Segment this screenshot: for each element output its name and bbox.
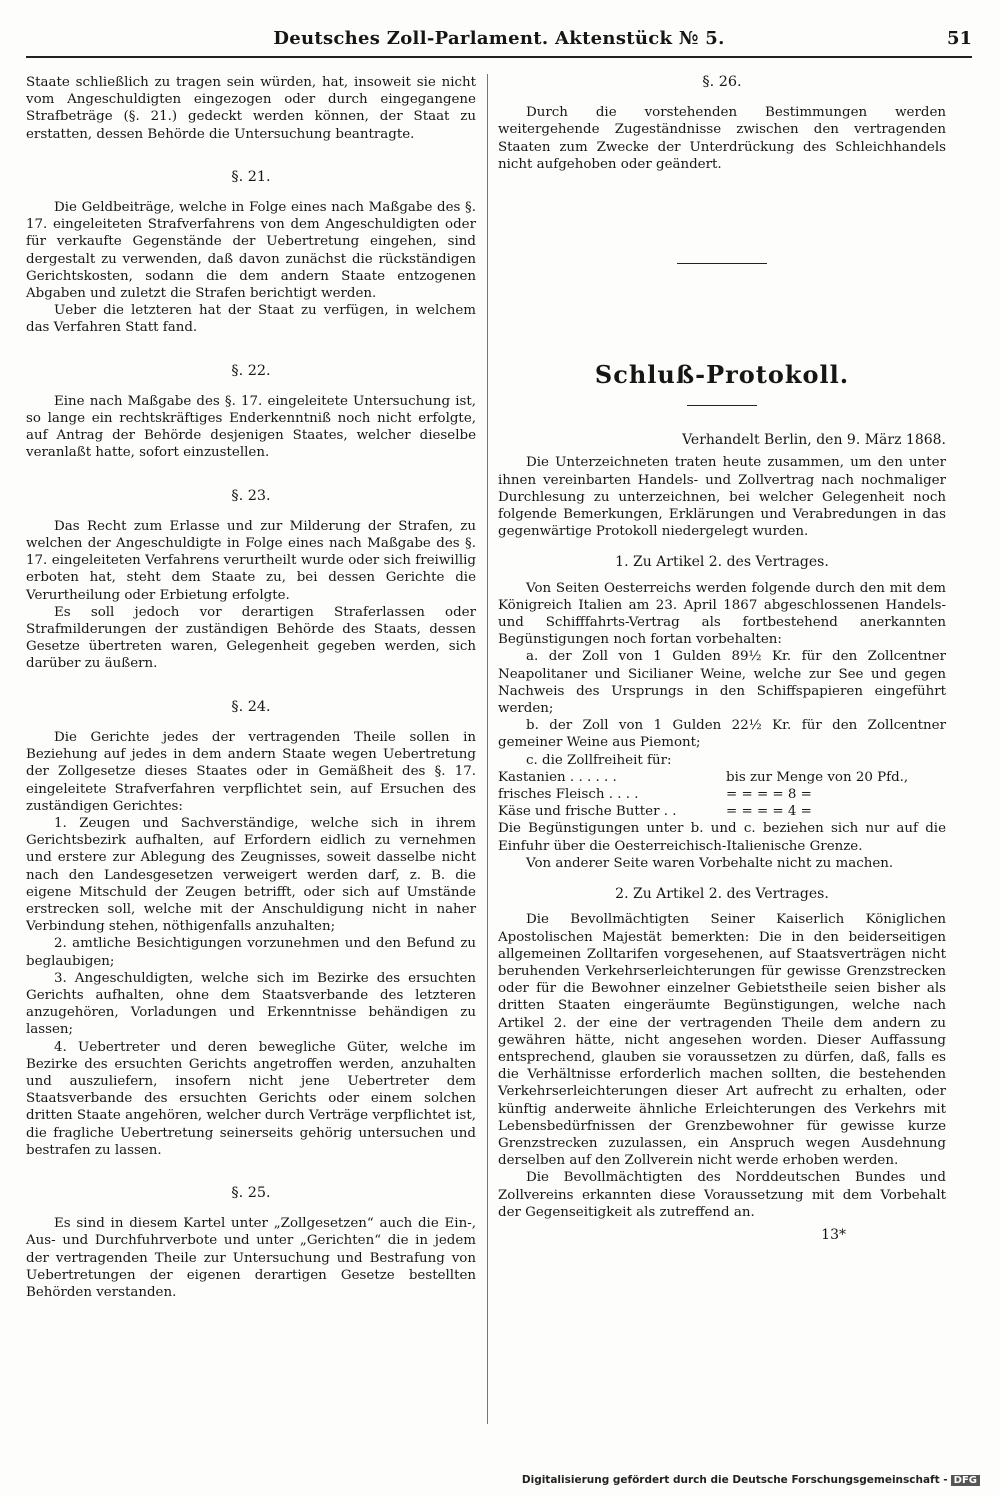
section-heading-21: §. 21. — [231, 168, 271, 185]
paragraph: Die Unterzeichneten traten heute zusammen, um den unter ihnen vereinbarten Handels- und Zollvertrag nach nochmaliger Durchlesung zu unterzeichnen, bei welcher Gelegenheit noch folgende Bemerkungen, Erklärungen und Verabredungen in das gegenwärtige Protokoll niedergelegt wurden. — [498, 455, 946, 540]
exemption-item: Kastanien . . . . . . — [498, 769, 617, 785]
exemption-row — [498, 769, 946, 786]
paragraph: Staate schließlich zu tragen sein würden, hat, insoweit sie nicht vom Angeschuldigten eingezogen oder durch eingegangene Strafbeträge (§. 21.) gedeckt werden können, der Staat zu erstatten, dessen Behörde die Untersuchung beantragte. — [26, 75, 476, 142]
paragraph: Von anderer Seite waren Vorbehalte nicht zu machen. — [526, 855, 894, 871]
separator-rule — [687, 405, 757, 406]
separator-rule — [677, 263, 767, 264]
paragraph: Durch die vorstehenden Bestimmungen werden weitergehende Zugeständnisse zwischen den vertragenden Staaten zum Zwecke der Unterdrückung des Schleichhandels nicht aufgehoben oder geändert. — [498, 105, 946, 172]
section-heading-22: §. 22. — [231, 362, 271, 379]
section-heading-23: §. 23. — [231, 487, 271, 504]
list-item: b. der Zoll von 1 Gulden 22½ Kr. für den Zollcentner gemeiner Weine aus Piemont; — [498, 718, 946, 751]
list-item: c. die Zollfreiheit für: — [526, 752, 672, 768]
list-item: 3. Angeschuldigten, welche sich im Bezirke des ersuchten Gerichts aufhalten, ohne dem Staatsverbande des letzteren anzugehören, Vorladungen und Erkenntnisse behändigen zu lassen; — [26, 970, 476, 1038]
paragraph: Die Bevollmächtigten Seiner Kaiserlich Königlichen Apostolischen Majestät bemerkten: Die in den beiderseitigen allgemeinen Zolltarifen vorgesehenen, auf Staatsverträgen nicht beruhenden Verkehrserleichterungen für gewisse Grenzstrecken oder für die Bewohner einzelner Gebietstheile seien bisher als dritten Staaten eingeräumte Begünstigungen, welche nach Artikel 2. der eine der vertragenden Theile dem andern zu gewähren hätte, nicht angesehen worden. Dieser Auffassung entsprechend, glauben sie voraussetzen zu dürfen, daß, falls es die Verhältnisse erforderlich machen sollten, die bestehenden Verkehrserleichterungen dieser Art aufrecht zu erhalten, oder künftig anderweite ähnliche Erleichterungen des Verkehrs mit Lebensbedürfnissen der Grenzbewohner für gewisse kurze Grenzstrecken zuzulassen, ein Anspruch wegen Ausdehnung derselben auf den Zollverein nicht werde erhoben werden. — [498, 912, 946, 1169]
exemption-row — [498, 786, 946, 803]
footer-text: Digitalisierung gefördert durch die Deutsche Forschungsgemeinschaft - — [521, 1474, 948, 1486]
right-column — [498, 74, 946, 1244]
list-item: 2. amtliche Besichtigungen vorzunehmen und den Befund zu beglaubigen; — [26, 936, 476, 969]
list-item: 1. Zeugen und Sachverständige, welche sich in ihrem Gerichtsbezirk aufhalten, auf Erfordern eidlich zu vernehmen und erstere zur Ablegung des Zeugnisses, soweit dasselbe nicht nach den Landesgesetzen verweigert werden darf, z. B. die eigene Mitschuld der Zeugen betrifft, oder sich auf Umstände erstrecken soll, welche mit der Anschuldigung nicht in naher Verbindung stehen, nöthigenfalls anzuhalten; — [26, 815, 476, 935]
section-heading-26: §. 26. — [702, 74, 742, 90]
paragraph: Die Bevollmächtigten des Norddeutschen Bundes und Zollvereins erkannten diese Voraussetzung mit dem Vorbehalt der Gegenseitigkeit als zutreffend an. — [498, 1170, 946, 1220]
signature-mark: 13* — [821, 1226, 846, 1243]
exemption-item: Käse und frische Butter . . — [498, 804, 677, 820]
running-title: Deutsches Zoll-Parlament. Aktenstück № 5. — [273, 28, 725, 49]
exemption-limit: = = = = 8 = — [726, 787, 812, 803]
exemption-item: frisches Fleisch . . . . — [498, 787, 639, 803]
dateline: Verhandelt Berlin, den 9. März 1868. — [682, 432, 946, 449]
article-heading-1: 1. Zu Artikel 2. des Vertrages. — [615, 554, 829, 571]
left-column — [26, 74, 476, 1301]
paragraph: Die Gerichte jedes der vertragenden Theile sollen in Beziehung auf jedes in dem andern Staate wegen Uebertretung der Zollgesetze dieses Staates oder in Gemäßheit des §. 17. eingeleitete Strafverfahren verpflichtet sein, auf Ersuchen des zuständigen Gerichtes: — [26, 729, 476, 814]
paragraph: Das Recht zum Erlasse und zur Milderung der Strafen, zu welchen der Angeschuldigte in Folge eines nach Maßgabe des §. 17. eingeleiteten Verfahrens verurtheilt wurde oder sich freiwillig erboten hat, steht dem Staate zu, bei dessen Gerichte die Verurtheilung oder Erbietung erfolgte. — [26, 518, 476, 603]
protocol-title: Schluß-Protokoll. — [594, 360, 850, 390]
dfg-logo: DFG — [951, 1475, 980, 1486]
paragraph: Die Geldbeiträge, welche in Folge eines nach Maßgabe des §. 17. eingeleiteten Strafverfahrens von dem Angeschuldigten oder für verkaufte Gegenstände der Uebertretung eingehen, sind dergestalt zu verwenden, daß davon zunächst die rückständigen Gerichtskosten, sodann die dem andern Staate entzogenen Abgaben und zuletzt die Strafen berichtigt werden. — [26, 200, 476, 302]
page-header — [26, 26, 972, 58]
article-heading-2: 2. Zu Artikel 2. des Vertrages. — [615, 886, 829, 903]
column-divider — [487, 74, 488, 1424]
section-heading-25: §. 25. — [231, 1184, 271, 1201]
paragraph: Es sind in diesem Kartel unter „Zollgesetzen“ auch die Ein-, Aus- und Durchfuhrverbote und unter „Gerichten“ die in jedem der vertragenden Theile zur Untersuchung und Bestrafung von Uebertretungen der eigenen derartigen Gesetze bestellten Behörden verstanden. — [26, 1216, 476, 1300]
paragraph: Eine nach Maßgabe des §. 17. eingeleitete Untersuchung ist, so lange ein rechtskräftiges Enderkenntniß noch nicht erfolgte, auf Antrag der Behörde desjenigen Staates, welcher dieselbe veranlaßt hatte, sofort einzustellen. — [26, 393, 476, 461]
paragraph: Es soll jedoch vor derartigen Straferlassen oder Strafmilderungen der zuständigen Behörde des Staats, dessen Gesetze übertreten waren, Gelegenheit gegeben werden, sich darüber zu äußern. — [26, 604, 476, 672]
paragraph: Ueber die letzteren hat der Staat zu verfügen, in welchem das Verfahren Statt fand. — [26, 303, 476, 336]
paragraph: Die Begünstigungen unter b. und c. beziehen sich nur auf die Einfuhr über die Oesterreichisch-Italienische Grenze. — [498, 821, 946, 854]
section-heading-24: §. 24. — [231, 698, 271, 715]
page-number: 51 — [946, 28, 972, 49]
list-item: a. der Zoll von 1 Gulden 89½ Kr. für den Zollcentner Neapolitaner und Sicilianer Weine, welche zur See und gegen Nachweis des Ursprungs in den Schiffspapieren eingeführt werden; — [498, 649, 946, 717]
exemption-row — [498, 803, 946, 820]
list-item: 4. Uebertreter und deren bewegliche Güter, welche im Bezirke des ersuchten Gerichts angetroffen werden, anzuhalten und auszuliefern, insofern nicht jene Uebertreter dem Staatsverbande des ersuchten Gerichts oder einem solchen dritten Staate angehören, welcher durch Verträge verpflichtet ist, die fragliche Uebertretung seinerseits gehörig untersuchen und bestrafen zu lassen. — [26, 1039, 476, 1158]
paragraph: Von Seiten Oesterreichs werden folgende durch den mit dem Königreich Italien am 23. April 1867 abgeschlossenen Handels- und Schifffahrts-Vertrag als fortbestehend anerkannten Begünstigungen noch fortan vorbehalten: — [498, 580, 946, 648]
exemption-limit: bis zur Menge von 20 Pfd., — [726, 769, 909, 785]
footer-credit — [522, 1474, 980, 1486]
exemption-limit: = = = = 4 = — [726, 804, 812, 820]
